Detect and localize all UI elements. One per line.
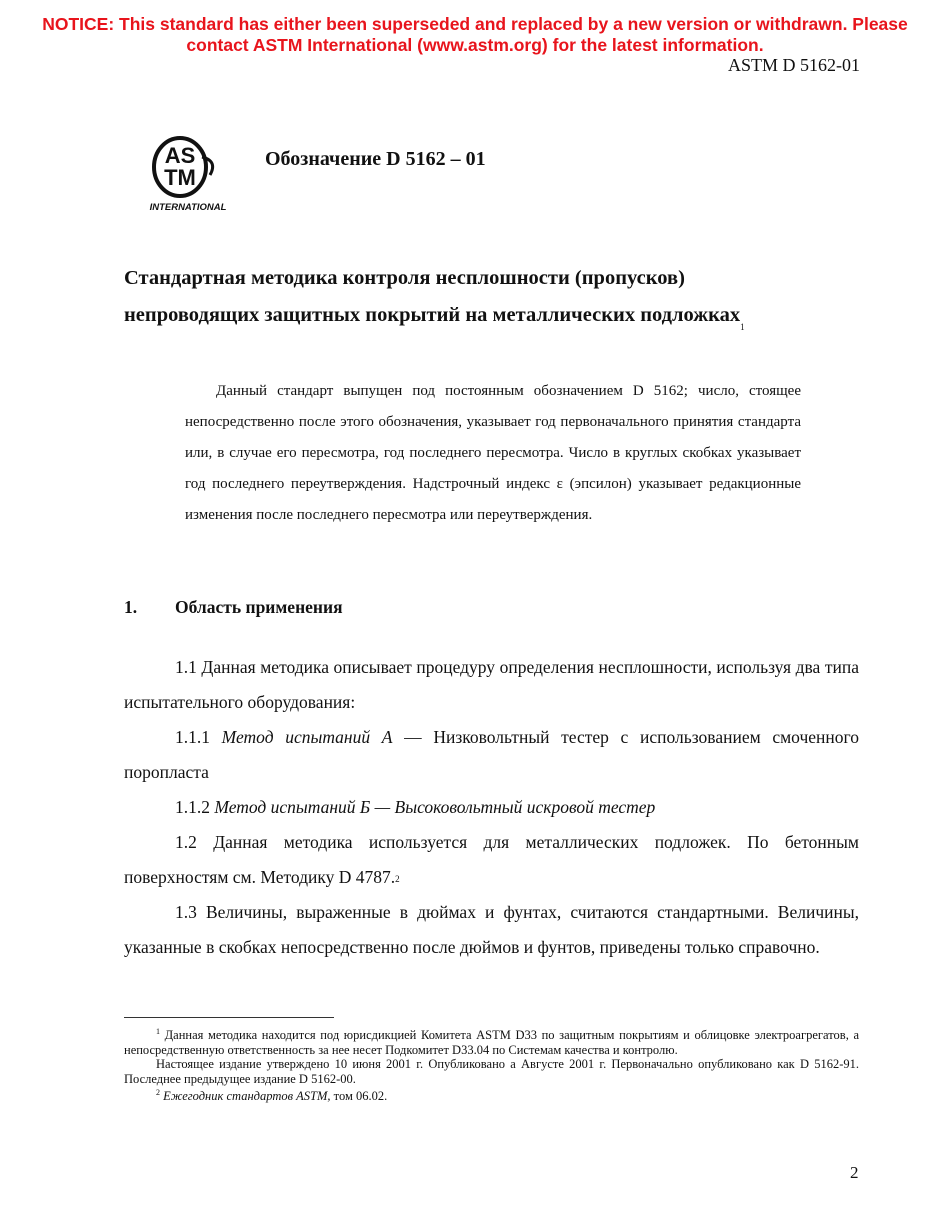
paragraph-1-1-2 [124,790,859,825]
paragraph-1-1: 1.1 Данная методика описывает процедуру определения несплошности, используя два типа испытательного оборудования: [124,657,859,712]
title-line-1: Стандартная методика контроля несплошности (пропусков) [124,267,685,289]
footnotes [124,1025,859,1104]
method-a-text: — Низковольтный тестер с использованием смоченного поропласта [124,727,860,782]
footnote-1-continued: Настоящее издание утверждено 10 июня 2001 г. Опубликовано а Августе 2001 г. Первоначально опубликовано как D 5162-91. Последнее предыдущее издание D 5162-00. [124,1057,859,1086]
section-number: 1. [124,597,138,617]
paragraph-1-3: 1.3 Величины, выраженные в дюймах и фунтах, считаются стандартными. Величины, указанные в скобках непосредственно после дюймов и фунтов, приведены только справочно. [124,902,859,957]
method-b-label: Метод испытаний Б — Высоковольтный искровой тестер [214,797,656,817]
notice-line-2: contact ASTM International (www.astm.org) for the latest information. [186,35,764,55]
footnote-1-num: 1 [156,1027,160,1036]
footnote-2-num: 2 [156,1088,160,1098]
section-title: Область применения [175,597,343,617]
title-line-2 [124,297,844,334]
footnote-2-text: том 06.02. [330,1089,388,1104]
para-num: 1.1.2 [175,797,215,817]
svg-text:TM: TM [164,165,196,190]
standard-title [124,260,844,334]
paragraph-1-1-1 [124,720,859,790]
logo-text: INTERNATIONAL [149,202,227,213]
notice-banner [0,14,950,56]
svg-text:AS: AS [164,143,196,168]
paragraph-1-2-text: 1.2 Данная методика используется для металлических подложек. По бетонным поверхностям см. Методику D 4787. [124,832,859,887]
footnote-1 [124,1025,859,1057]
page-number: 2 [850,1163,859,1182]
footnote-ref-2: 2 [395,874,400,884]
title-line-2-text: непроводящих защитных покрытий на металлических подложках [124,304,741,326]
paragraph-1-2 [124,825,859,895]
footnote-divider [124,1017,334,1018]
document-id: ASTM D 5162-01 [727,55,860,75]
notice-line-1: NOTICE: This standard has either been superseded and replaced by a new version or withdrawn. Please [42,14,908,34]
title-footnote-ref: 1 [740,322,745,332]
designation: Обозначение D 5162 – 01 [265,148,486,170]
section-heading [124,597,343,618]
footnote-2-source: Ежегодник стандартов ASTM, [160,1089,331,1104]
para-num: 1.1.1 [175,727,222,747]
astm-logo [144,135,234,215]
section-body [124,650,859,965]
preface [185,376,801,531]
footnote-2 [124,1086,859,1104]
preface-text: Данный стандарт выпущен под постоянным обозначением D 5162; число, стоящее непосредственно после этого обозначения, указывает год первоначального принятия стандарта или, в случае его пересмотра, год последнего пересмотра. Число в круглых скобках указывает год последнего переутверждения. Надстрочный индекс ε (эпсилон) указывает редакционные изменения после последнего пересмотра или переутверждения. [185,383,801,523]
method-a-label: Метод испытаний А [221,727,393,747]
footnote-1-text: Данная методика находится под юрисдикцией Комитета ASTM D33 по защитным покрытиям и облицовке электроагрегатов, а непосредственную ответственность за нее несет Подкомитет D33.04 по Системам качества и контролю. [124,1028,859,1057]
